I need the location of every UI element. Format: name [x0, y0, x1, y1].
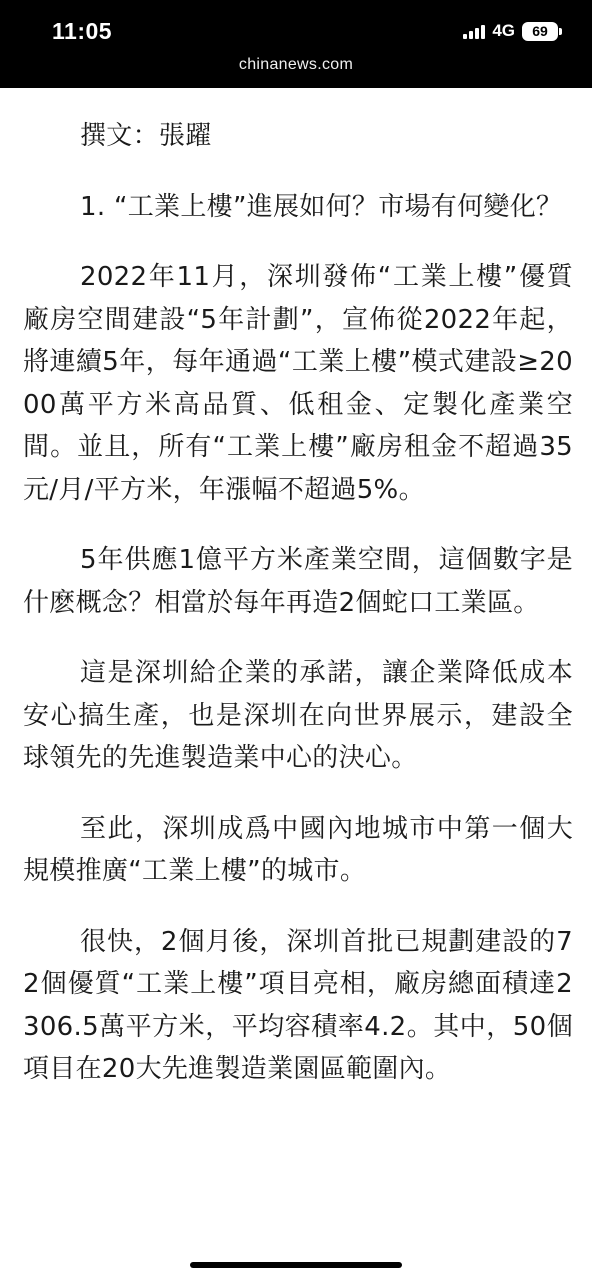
article-body [23, 115, 573, 1091]
battery-level: 69 [522, 22, 558, 41]
network-type: 4G [492, 21, 515, 40]
status-bar [0, 0, 592, 88]
article-paragraph: 這是深圳給企業的承諾，讓企業降低成本安心搞生產，也是深圳在向世界展示，建設全球領先的先進製造業中心的決心。 [23, 658, 573, 773]
address-bar-url[interactable]: chinanews.com [238, 56, 354, 73]
status-time: 11:05 [52, 18, 113, 44]
article-heading: 1. “工業上樓”進展如何？市場有何變化？ [80, 191, 563, 222]
article-paragraph: 很快，2個月後，深圳首批已規劃建設的72個優質“工業上樓”項目亮相，廠房總面積達2306.5萬平方米，平均容積率4.2。其中，50個項目在20大先進製造業園區範圍內。 [23, 926, 573, 1084]
battery-icon [522, 22, 562, 41]
home-indicator[interactable] [190, 1262, 402, 1268]
article-paragraph: 2022年11月，深圳發佈“工業上樓”優質廠房空間建設“5年計劃”，宣佈從2022年起，將連續5年，每年通過“工業上樓”模式建設≥2000萬平方米高品質、低租金、定製化產業空間。並且，所有“工業上樓”廠房租金不超過35元/月/平方米，年漲幅不超過5%。 [23, 262, 573, 505]
article-byline: 撰文：張躍 [80, 121, 212, 151]
article-paragraph: 5年供應1億平方米產業空間，這個數字是什麽概念？相當於每年再造2個蛇口工業區。 [23, 545, 573, 618]
status-icons [463, 21, 562, 41]
article-paragraph: 至此，深圳成爲中國內地城市中第一個大規模推廣“工業上樓”的城市。 [23, 813, 573, 886]
cellular-signal-icon [463, 23, 485, 39]
